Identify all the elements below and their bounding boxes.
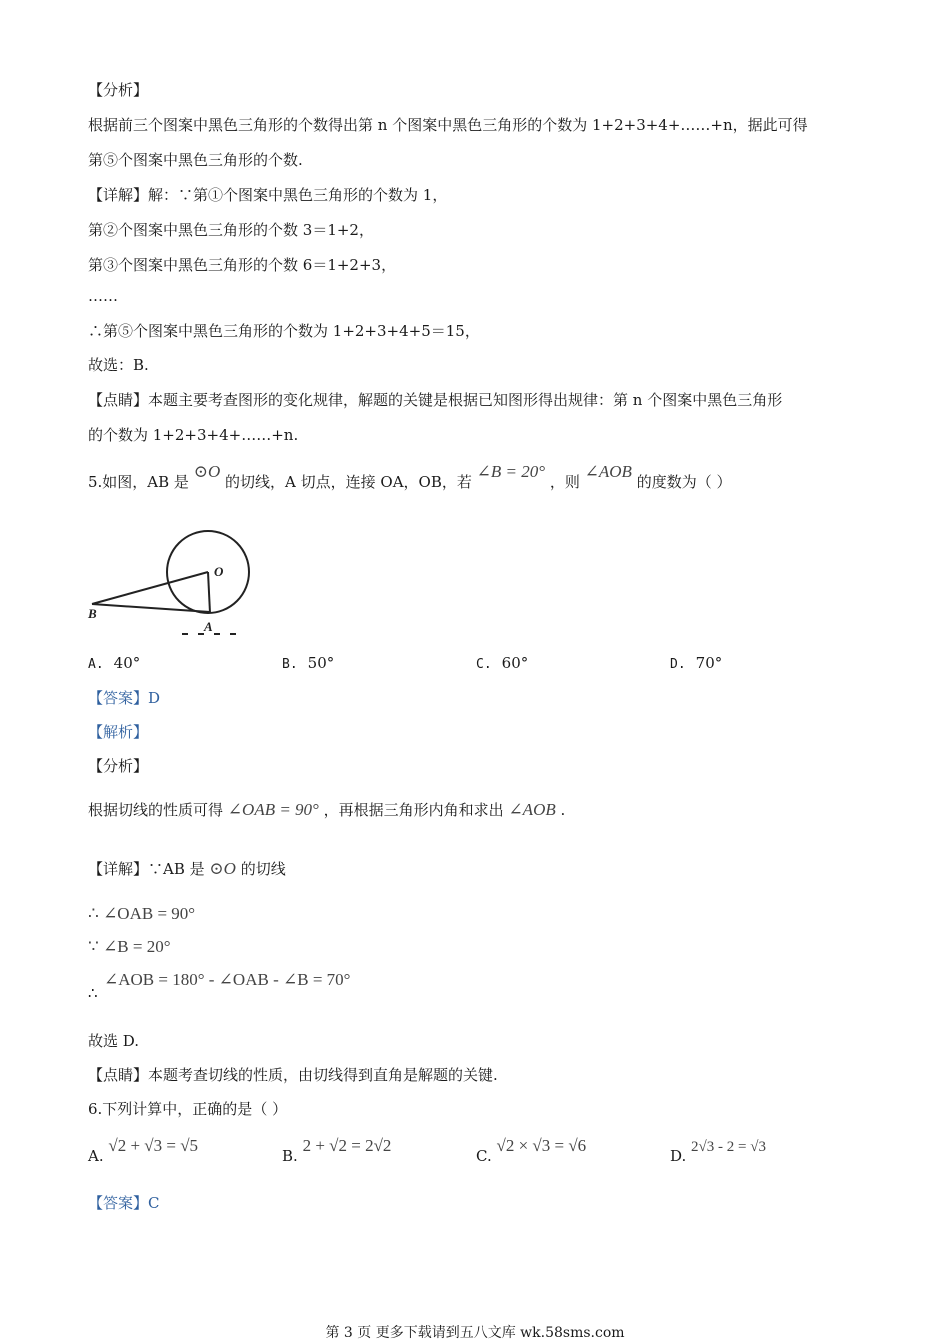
- q6-option-d: [670, 1136, 766, 1165]
- circle-o-symbol: ⊙O: [209, 859, 236, 878]
- stem-part-d: 的度数为（ ）: [636, 473, 732, 491]
- angle-aob-expression: ∠AOB: [584, 462, 632, 481]
- option-expression: √2 + √3 = √5: [108, 1136, 199, 1155]
- detail-ellipsis: ……: [88, 287, 118, 305]
- radius-oa: [208, 572, 210, 613]
- option-value: 50°: [307, 654, 335, 672]
- label-b: B: [88, 606, 97, 621]
- q5-step-2: ∵ ∠B = 20°: [88, 937, 171, 956]
- option-label: D.: [670, 657, 686, 672]
- q6-option-a: [88, 1136, 199, 1165]
- q5-analysis-text: [88, 800, 565, 820]
- detail-line-4: ∴第⑤个图案中黑色三角形的个数为 1+2+3+4+5＝15，: [88, 322, 480, 340]
- detail-line-1: 【详解】解：∵第①个图案中黑色三角形的个数为 1，: [88, 186, 448, 204]
- angle-oab-90: ∠OAB = 90°: [227, 800, 319, 819]
- analysis-part-b: ，再根据三角形内角和求出: [323, 801, 504, 819]
- stem-part-a: 5.如图，AB 是: [88, 473, 189, 491]
- analysis-heading: 【分析】: [88, 81, 149, 99]
- choice-statement: 故选：B.: [88, 356, 149, 374]
- angle-aob: ∠AOB: [508, 800, 556, 819]
- option-label: D.: [670, 1147, 687, 1165]
- q5-explain-heading: 【解析】: [88, 723, 149, 741]
- q5-option-d: [670, 653, 722, 675]
- circle-o-symbol: ⊙O: [193, 462, 221, 481]
- question-5-stem: [88, 462, 732, 492]
- detail-line-3: 第③个图案中黑色三角形的个数 6＝1+2+3，: [88, 256, 397, 274]
- q6-answer: 【答案】C: [88, 1194, 160, 1212]
- analysis-text-line-1: 根据前三个图案中黑色三角形的个数得出第 n 个图案中黑色三角形的个数为 1+2+3+4+……+n，据此可得: [88, 116, 808, 134]
- option-value: 40°: [113, 654, 141, 672]
- q5-option-b: [282, 653, 334, 675]
- analysis-part-a: 根据切线的性质可得: [88, 801, 224, 819]
- comment-line-2: 的个数为 1+2+3+4+……+n.: [88, 426, 299, 444]
- detail-part-a: 【详解】∵AB 是: [88, 860, 205, 878]
- option-label: B.: [282, 1147, 298, 1165]
- option-expression: 2 + √2 = 2√2: [302, 1136, 392, 1155]
- option-label: C.: [476, 1147, 492, 1165]
- q5-step-3-symbol: ∴: [88, 984, 98, 1002]
- option-expression: 2√3 - 2 = √3: [691, 1139, 766, 1155]
- option-label: C.: [476, 657, 492, 672]
- analysis-part-c: .: [560, 801, 566, 819]
- option-label: A.: [88, 1147, 104, 1165]
- option-label: B.: [282, 657, 298, 672]
- q5-option-c: [476, 653, 528, 675]
- label-o: O: [214, 564, 224, 579]
- analysis-text-line-2: 第⑤个图案中黑色三角形的个数.: [88, 151, 303, 169]
- option-label: A.: [88, 657, 104, 672]
- stem-part-c: ，则: [549, 473, 580, 491]
- question-6-stem: 6.下列计算中，正确的是（ ）: [88, 1100, 288, 1118]
- detail-line-2: 第②个图案中黑色三角形的个数 3＝1+2，: [88, 221, 374, 239]
- q5-option-a: [88, 653, 140, 675]
- tangent-circle-figure: [86, 524, 256, 640]
- q5-detail: [88, 859, 286, 879]
- tangent-ab: [92, 604, 210, 612]
- q6-option-c: [476, 1136, 587, 1165]
- page-footer: 第 3 页 更多下载请到五八文库 wk.58sms.com: [325, 1325, 625, 1341]
- segment-ob: [92, 572, 208, 604]
- option-value: 70°: [695, 654, 723, 672]
- option-expression: √2 × √3 = √6: [496, 1136, 587, 1155]
- label-a: A: [204, 619, 213, 634]
- option-value: 60°: [501, 654, 529, 672]
- comment-line-1: 【点睛】本题主要考查图形的变化规律，解题的关键是根据已知图形得出规律：第 n 个图案中黑色三角形: [88, 391, 783, 409]
- q5-answer: 【答案】D: [88, 689, 161, 707]
- q5-step-3: ∠AOB = 180° - ∠OAB - ∠B = 70°: [104, 970, 351, 989]
- q6-option-b: [282, 1136, 392, 1165]
- q5-comment: 【点睛】本题考查切线的性质，由切线得到直角是解题的关键.: [88, 1066, 498, 1084]
- angle-b-expression: ∠B = 20°: [476, 462, 546, 481]
- stem-part-b: 的切线，A 切点，连接 OA，OB，若: [225, 473, 472, 491]
- q5-analysis-heading: 【分析】: [88, 757, 149, 775]
- q5-step-1: ∴ ∠OAB = 90°: [88, 904, 196, 923]
- detail-part-b: 的切线: [240, 860, 286, 878]
- q5-choose: 故选 D.: [88, 1032, 140, 1050]
